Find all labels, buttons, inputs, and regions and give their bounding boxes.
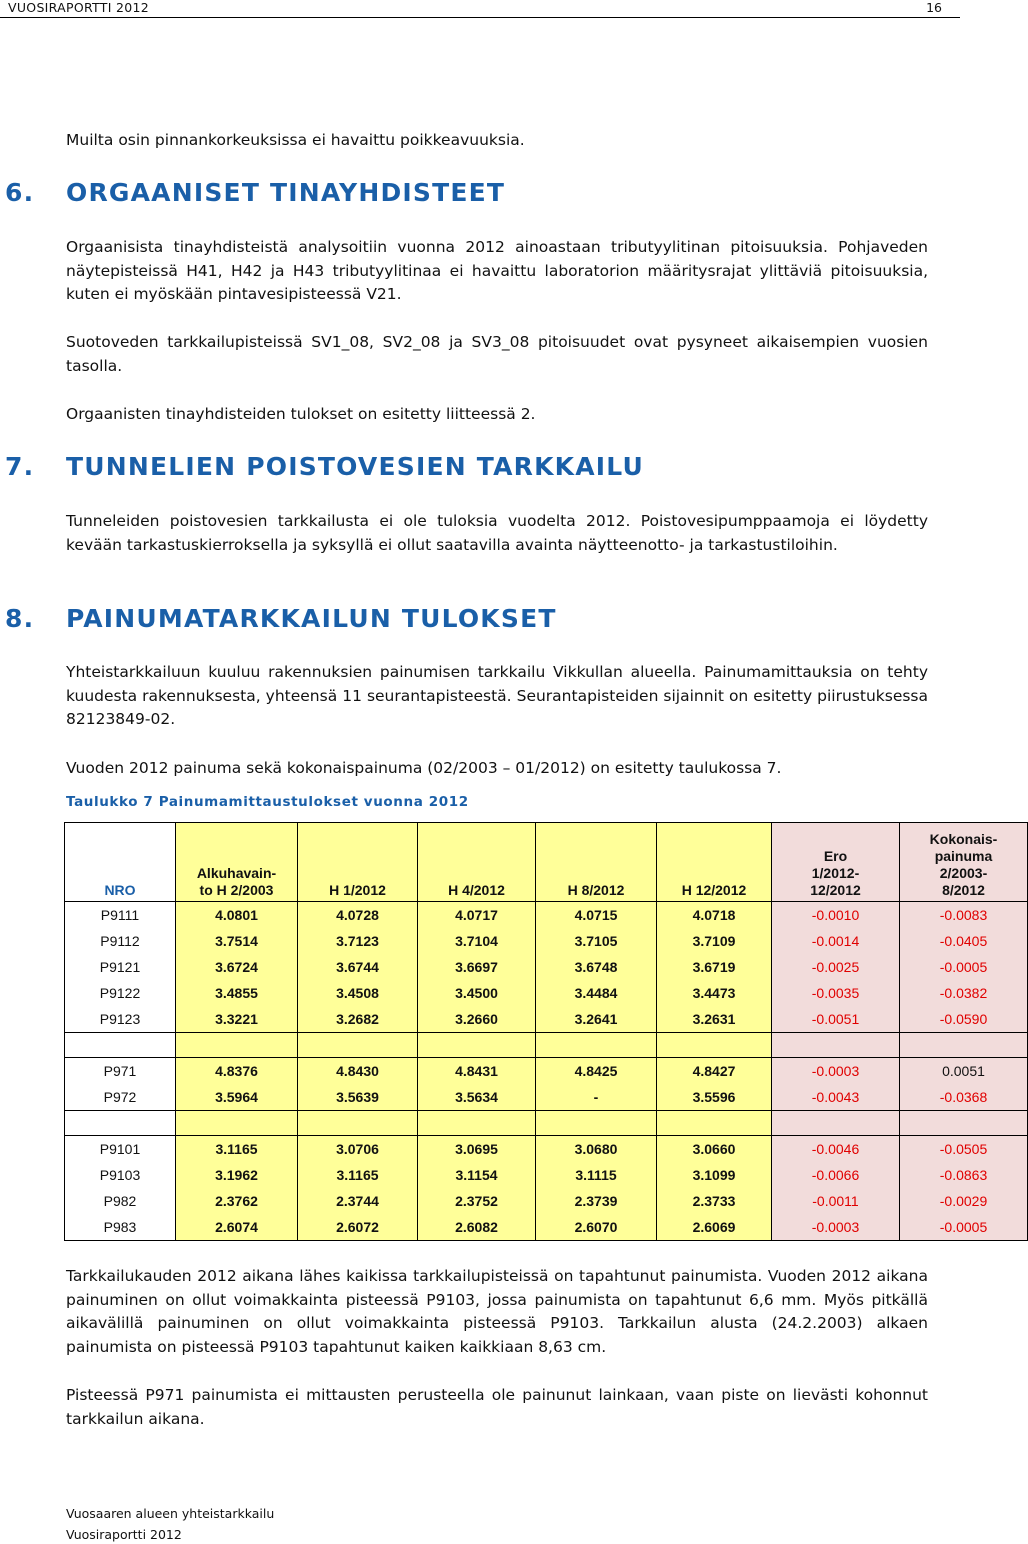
value-cell: 3.7105	[536, 928, 657, 954]
value-cell: -0.0043	[772, 1084, 900, 1111]
table-caption: Taulukko 7 Painumamittaustulokset vuonna 2012	[66, 794, 469, 810]
value-cell: 3.2660	[418, 1006, 536, 1033]
header-total-settlement: Kokonais- painuma 2/2003- 8/2012	[900, 823, 1028, 902]
value-cell: 3.7514	[176, 928, 298, 954]
value-cell: -0.0010	[772, 902, 900, 929]
point-id-cell: P972	[65, 1084, 176, 1111]
table-row	[65, 1214, 1028, 1241]
value-cell: 3.6744	[298, 954, 418, 980]
value-cell: 3.1099	[657, 1162, 772, 1188]
point-id-cell: P9111	[65, 902, 176, 929]
value-cell: -0.0003	[772, 1214, 900, 1241]
value-cell: 3.7123	[298, 928, 418, 954]
value-cell: 4.8425	[536, 1058, 657, 1085]
value-cell: 3.1962	[176, 1162, 298, 1188]
value-cell: 4.0718	[657, 902, 772, 929]
report-title: VUOSIRAPORTTI 2012	[8, 0, 149, 15]
point-id-cell: P9122	[65, 980, 176, 1006]
value-cell: -0.0011	[772, 1188, 900, 1214]
footer-line: Vuosiraportti 2012	[66, 1527, 182, 1542]
value-cell: -0.0505	[900, 1136, 1028, 1163]
value-cell: 4.0728	[298, 902, 418, 929]
section-heading-6	[5, 178, 505, 208]
value-cell: 4.0715	[536, 902, 657, 929]
value-cell: -0.0005	[900, 954, 1028, 980]
value-cell: -0.0405	[900, 928, 1028, 954]
value-cell: -0.0083	[900, 902, 1028, 929]
value-cell: -0.0051	[772, 1006, 900, 1033]
value-cell: 3.0660	[657, 1136, 772, 1163]
value-cell: 2.6082	[418, 1214, 536, 1241]
spacer-row	[65, 1111, 1028, 1136]
value-cell: 2.3739	[536, 1188, 657, 1214]
header-divider	[0, 17, 960, 18]
value-cell: -0.0029	[900, 1188, 1028, 1214]
value-cell: 3.4473	[657, 980, 772, 1006]
value-cell: 2.6072	[298, 1214, 418, 1241]
section-title: TUNNELIEN POISTOVESIEN TARKKAILU	[66, 452, 645, 481]
value-cell: -0.0066	[772, 1162, 900, 1188]
header-nro: NRO	[65, 823, 176, 902]
value-cell: 3.6748	[536, 954, 657, 980]
header-initial: Alkuhavain- to H 2/2003	[176, 823, 298, 902]
header-difference: Ero 1/2012- 12/2012	[772, 823, 900, 902]
value-cell: 3.1165	[176, 1136, 298, 1163]
section-title: PAINUMATARKKAILUN TULOKSET	[66, 604, 557, 633]
value-cell: -	[536, 1084, 657, 1111]
value-cell: 2.6070	[536, 1214, 657, 1241]
value-cell: 3.3221	[176, 1006, 298, 1033]
value-cell: 3.0695	[418, 1136, 536, 1163]
value-cell: 3.0680	[536, 1136, 657, 1163]
value-cell: 3.5596	[657, 1084, 772, 1111]
value-cell: 4.8431	[418, 1058, 536, 1085]
paragraph: Suotoveden tarkkailupisteissä SV1_08, SV2_08 ja SV3_08 pitoisuudet ovat pysyneet aikaisempien vuosien tasolla.	[66, 333, 928, 375]
value-cell: 0.0051	[900, 1058, 1028, 1085]
section-heading-8	[5, 604, 557, 634]
section-title: ORGAANISET TINAYHDISTEET	[66, 178, 506, 207]
value-cell: 3.0706	[298, 1136, 418, 1163]
value-cell: 4.8430	[298, 1058, 418, 1085]
value-cell: -0.0025	[772, 954, 900, 980]
value-cell: -0.0005	[900, 1214, 1028, 1241]
header-h4-2012: H 4/2012	[418, 823, 536, 902]
value-cell: 2.3744	[298, 1188, 418, 1214]
value-cell: 3.7109	[657, 928, 772, 954]
value-cell: -0.0382	[900, 980, 1028, 1006]
value-cell: -0.0046	[772, 1136, 900, 1163]
settlement-table	[64, 822, 1028, 1241]
value-cell: 3.2682	[298, 1006, 418, 1033]
point-id-cell: P9101	[65, 1136, 176, 1163]
value-cell: 3.4508	[298, 980, 418, 1006]
value-cell: 3.7104	[418, 928, 536, 954]
value-cell: -0.0863	[900, 1162, 1028, 1188]
value-cell: 2.3752	[418, 1188, 536, 1214]
paragraph: Pisteessä P971 painumista ei mittausten perusteella ole painunut lainkaan, vaan piste on lievästi kohonnut tarkkailun aikana.	[66, 1386, 928, 1428]
value-cell: -0.0590	[900, 1006, 1028, 1033]
value-cell: 3.5964	[176, 1084, 298, 1111]
value-cell: 3.5639	[298, 1084, 418, 1111]
paragraph: Orgaanisten tinayhdisteiden tulokset on esitetty liitteessä 2.	[66, 405, 536, 423]
footer-line: Vuosaaren alueen yhteistarkkailu	[66, 1506, 275, 1521]
point-id-cell: P9112	[65, 928, 176, 954]
value-cell: 3.1154	[418, 1162, 536, 1188]
paragraph: Vuoden 2012 painuma sekä kokonaispainuma (02/2003 – 01/2012) on esitetty taulukossa 7.	[66, 759, 782, 777]
paragraph: Tunneleiden poistovesien tarkkailusta ei ole tuloksia vuodelta 2012. Poistovesipumppaamoja ei löydetty kevään tarkastuskierroksella ja syksyllä ei ollut saatavilla avainta näytteenotto- ja tarkastustiloihin.	[66, 512, 928, 554]
value-cell: 4.0801	[176, 902, 298, 929]
value-cell: 3.6719	[657, 954, 772, 980]
paragraph: Orgaanisista tinayhdisteistä analysoitiin vuonna 2012 ainoastaan tributyylitinan pitoisuuksia. Pohjaveden näytepisteissä H41, H42 ja H43 tributyylitinaa ei havaittu laboratorion määritysrajat ylittäviä pitoisuuksia, kuten ei myöskään pintavesipisteessä V21.	[66, 238, 928, 304]
point-id-cell: P9123	[65, 1006, 176, 1033]
value-cell: 3.6697	[418, 954, 536, 980]
value-cell: 2.3762	[176, 1188, 298, 1214]
value-cell: 4.8427	[657, 1058, 772, 1085]
value-cell: 3.1115	[536, 1162, 657, 1188]
value-cell: 3.4855	[176, 980, 298, 1006]
page-header	[0, 0, 960, 15]
point-id-cell: P9121	[65, 954, 176, 980]
table-row	[65, 1162, 1028, 1188]
table-row	[65, 1006, 1028, 1033]
table-row	[65, 1188, 1028, 1214]
spacer-row	[65, 1033, 1028, 1058]
table-row	[65, 1058, 1028, 1085]
table-row	[65, 902, 1028, 929]
value-cell: 3.6724	[176, 954, 298, 980]
value-cell: 3.5634	[418, 1084, 536, 1111]
paragraph: Muilta osin pinnankorkeuksissa ei havaittu poikkeavuuksia.	[66, 131, 525, 149]
header-h8-2012: H 8/2012	[536, 823, 657, 902]
section-heading-7	[5, 452, 644, 482]
value-cell: 3.1165	[298, 1162, 418, 1188]
value-cell: -0.0035	[772, 980, 900, 1006]
value-cell: -0.0003	[772, 1058, 900, 1085]
value-cell: 3.2631	[657, 1006, 772, 1033]
value-cell: 2.6069	[657, 1214, 772, 1241]
section-number: 7.	[5, 452, 35, 481]
value-cell: 2.6074	[176, 1214, 298, 1241]
header-h12-2012: H 12/2012	[657, 823, 772, 902]
point-id-cell: P9103	[65, 1162, 176, 1188]
value-cell: 2.3733	[657, 1188, 772, 1214]
section-number: 8.	[5, 604, 35, 633]
table-row	[65, 1136, 1028, 1163]
header-h1-2012: H 1/2012	[298, 823, 418, 902]
value-cell: -0.0014	[772, 928, 900, 954]
table-row	[65, 1084, 1028, 1111]
paragraph: Tarkkailukauden 2012 aikana lähes kaikissa tarkkailupisteissä on tapahtunut painumista. Vuoden 2012 aikana painuminen on ollut voimakkainta pisteessä P9103, jossa painumista on tapahtunut 6,6 mm. Myös pitkällä aikavälillä painuminen on ollut voimakkainta pisteessä P9103. Tarkkailun alusta (24.2.2003) alkaen painumista on pisteessä P9103 tapahtunut kaiken kaikkiaan 8,63 cm.	[66, 1267, 928, 1357]
point-id-cell: P983	[65, 1214, 176, 1241]
table-row	[65, 954, 1028, 980]
table-row	[65, 928, 1028, 954]
value-cell: 3.4500	[418, 980, 536, 1006]
section-number: 6.	[5, 178, 35, 207]
table-row	[65, 980, 1028, 1006]
value-cell: -0.0368	[900, 1084, 1028, 1111]
value-cell: 4.0717	[418, 902, 536, 929]
table-header-row	[65, 823, 1028, 902]
paragraph: Yhteistarkkailuun kuuluu rakennuksien painumisen tarkkailu Vikkullan alueella. Painumamittauksia on tehty kuudesta rakennuksesta, yhteensä 11 seurantapisteestä. Seurantapisteiden sijainnit on esitetty piirustuksessa 82123849-02.	[66, 663, 928, 729]
page-number: 16	[926, 0, 942, 15]
value-cell: 4.8376	[176, 1058, 298, 1085]
value-cell: 3.2641	[536, 1006, 657, 1033]
point-id-cell: P971	[65, 1058, 176, 1085]
value-cell: 3.4484	[536, 980, 657, 1006]
point-id-cell: P982	[65, 1188, 176, 1214]
